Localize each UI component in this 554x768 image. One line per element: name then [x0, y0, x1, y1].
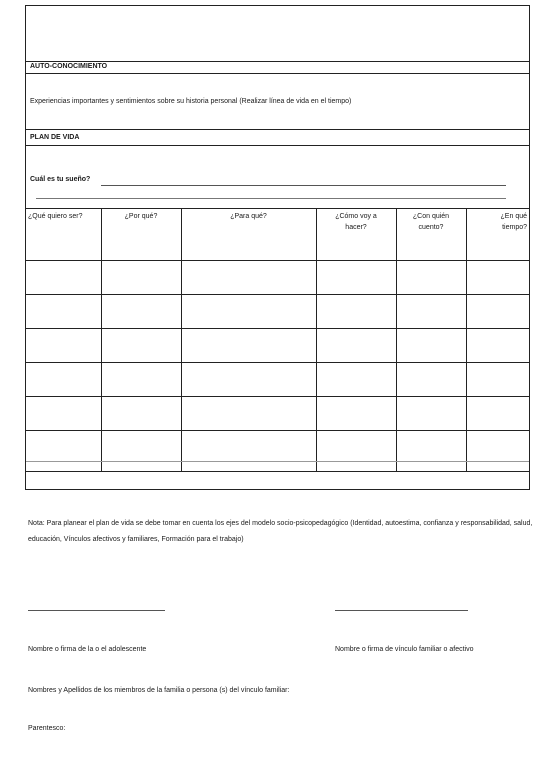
table-row [26, 329, 529, 363]
table-cell[interactable] [101, 329, 181, 363]
table-cell[interactable] [26, 397, 101, 431]
dream-question [26, 146, 529, 209]
family-signature-label: Nombre o firma de vínculo familiar o afectivo [335, 646, 474, 653]
table-cell[interactable] [396, 329, 466, 363]
section-life-plan: PLAN DE VIDA [26, 130, 529, 146]
column-header-when: ¿En qué tiempo? [466, 208, 529, 261]
adolescent-signature-line[interactable] [28, 610, 165, 611]
table-cell[interactable] [181, 295, 316, 329]
table-cell[interactable] [316, 363, 396, 397]
table-row [26, 295, 529, 329]
table-cell[interactable] [101, 261, 181, 295]
table-cell[interactable] [396, 397, 466, 431]
table-header-row [26, 208, 529, 261]
table-row [26, 363, 529, 397]
dream-label: Cuál es tu sueño? [30, 176, 91, 183]
planning-note: Nota: Para planear el plan de vida se debe tomar en cuenta los ejes del modelo socio-psicopedagógico (Identidad, autoestima, confianza y responsabilidad, salud, educación, Vínculos afectivos y familiares, Formación para el trabajo) [28, 520, 533, 543]
dream-answer-line[interactable] [101, 185, 506, 186]
section-self-knowledge: AUTO-CONOCIMIENTO [26, 61, 529, 74]
table-cell[interactable] [26, 295, 101, 329]
table-cell[interactable] [316, 397, 396, 431]
table-cell[interactable] [101, 431, 181, 472]
table-cell[interactable] [26, 431, 101, 472]
family-members-label: Nombres y Apellidos de los miembros de la familia o persona (s) del vínculo familiar: [28, 687, 290, 694]
table-cell[interactable] [26, 363, 101, 397]
column-header-what-for: ¿Para qué? [181, 208, 316, 261]
table-cell[interactable] [466, 295, 529, 329]
table-cell[interactable] [466, 397, 529, 431]
table-cell[interactable] [396, 295, 466, 329]
table-cell[interactable] [101, 397, 181, 431]
adolescent-signature-label: Nombre o firma de la o el adolescente [28, 646, 147, 653]
table-cell[interactable] [101, 295, 181, 329]
table-row [26, 397, 529, 431]
kinship-label: Parentesco: [28, 725, 66, 732]
table-cell[interactable] [466, 363, 529, 397]
table-cell[interactable] [316, 431, 396, 472]
table-cell[interactable] [396, 363, 466, 397]
table-cell[interactable] [466, 261, 529, 295]
table-row [26, 431, 529, 472]
table-cell[interactable] [316, 329, 396, 363]
table-cell[interactable] [181, 329, 316, 363]
table-cell[interactable] [101, 363, 181, 397]
table-cell[interactable] [26, 329, 101, 363]
life-plan-form [25, 5, 530, 490]
family-signature-line[interactable] [335, 610, 468, 611]
table-cell[interactable] [466, 431, 529, 472]
table-cell[interactable] [316, 261, 396, 295]
column-header-how: ¿Cómo voy a hacer? [316, 208, 396, 261]
column-header-what: ¿Qué quiero ser? [26, 208, 101, 261]
table-cell[interactable] [396, 261, 466, 295]
dream-answer-line-2[interactable] [36, 198, 506, 199]
table-cell[interactable] [396, 431, 466, 472]
table-cell[interactable] [181, 431, 316, 472]
table-bottom-rule [26, 461, 529, 462]
table-cell[interactable] [181, 261, 316, 295]
table-cell[interactable] [316, 295, 396, 329]
table-cell[interactable] [181, 363, 316, 397]
header-blank-area [26, 6, 529, 62]
life-plan-table [26, 208, 529, 472]
column-header-why: ¿Por qué? [101, 208, 181, 261]
self-knowledge-prompt: Experiencias importantes y sentimientos sobre su historia personal (Realizar línea de vida en el tiempo) [26, 74, 529, 130]
table-cell[interactable] [26, 261, 101, 295]
table-cell[interactable] [181, 397, 316, 431]
table-cell[interactable] [466, 329, 529, 363]
column-header-with-whom: ¿Con quién cuento? [396, 208, 466, 261]
table-row [26, 261, 529, 295]
